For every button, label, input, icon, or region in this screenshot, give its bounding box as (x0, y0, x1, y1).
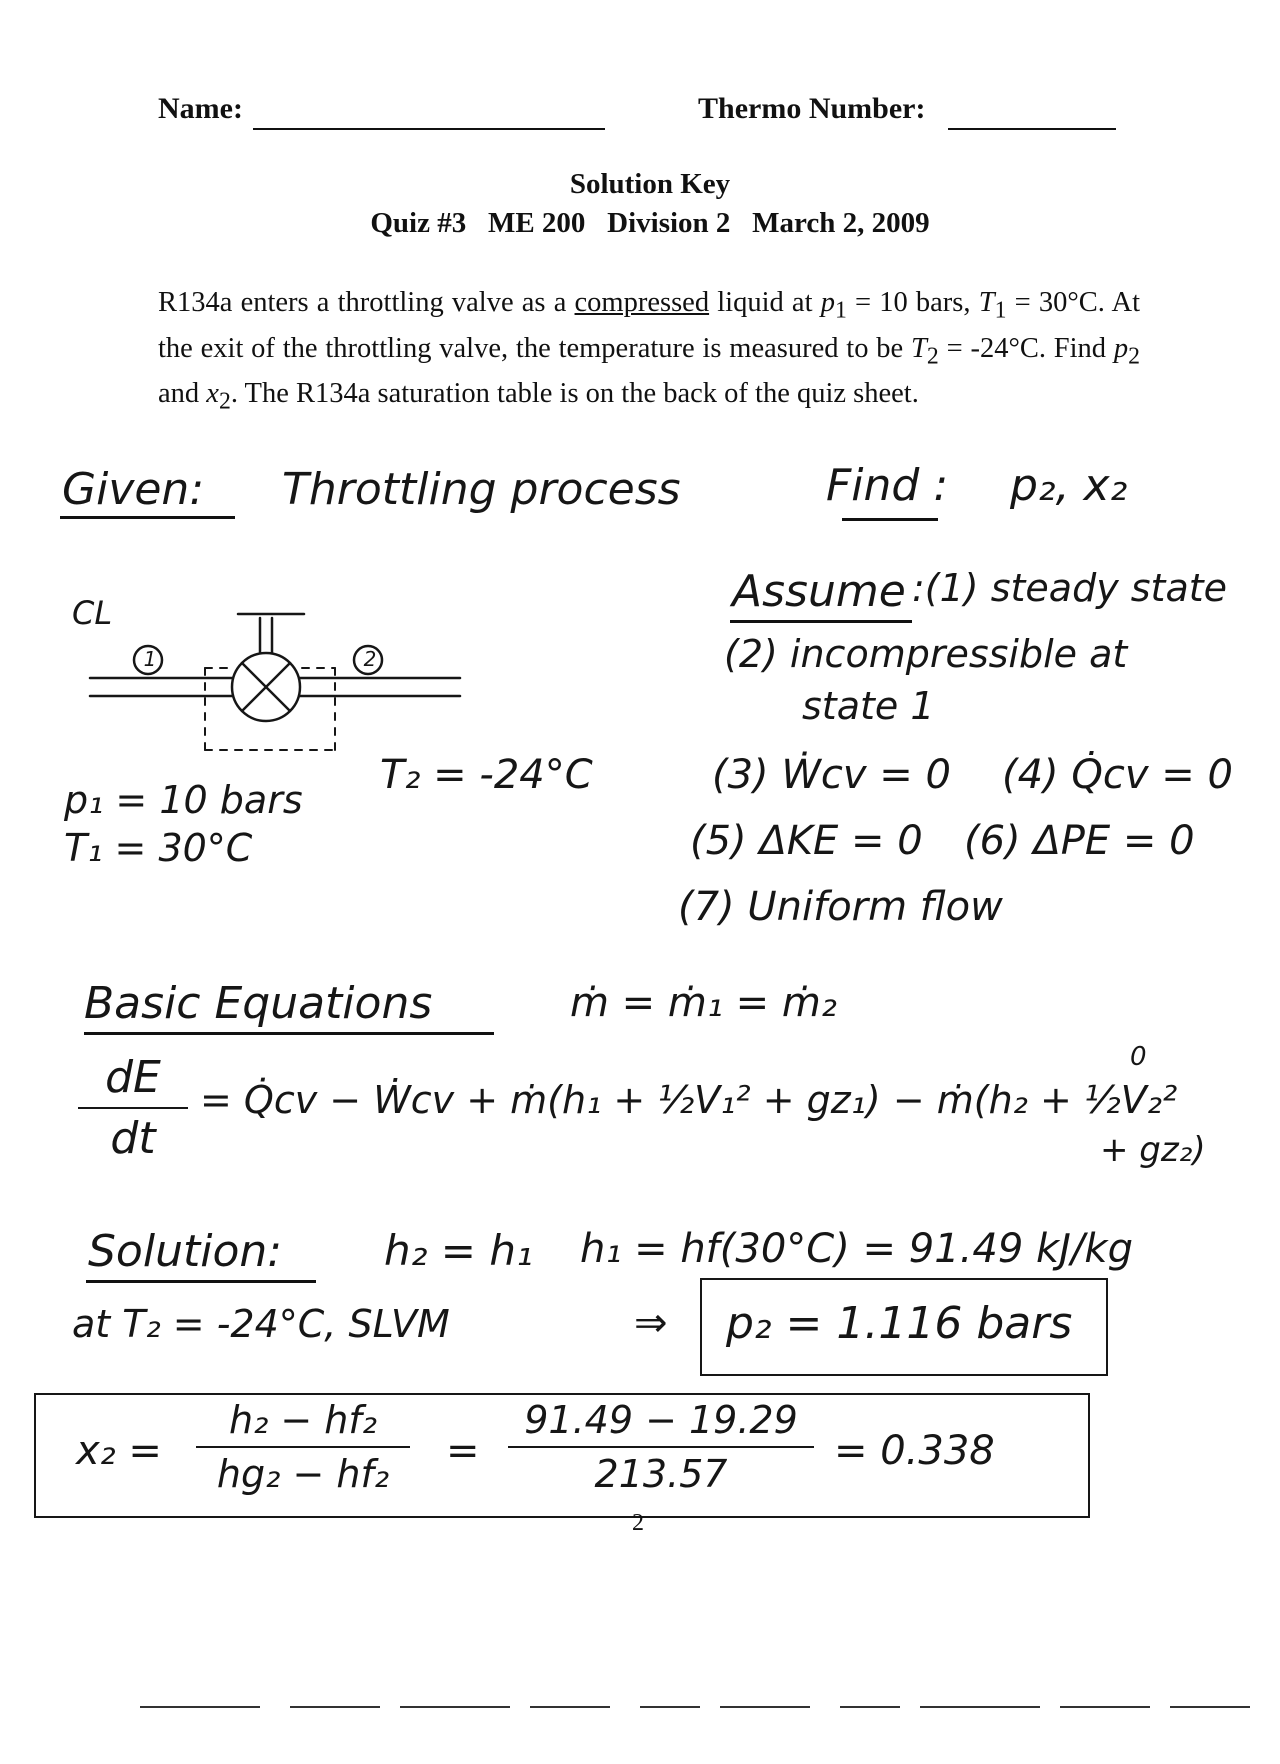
given-text: Throttling process (282, 464, 681, 515)
energy-equation: = Q̇cv − Ẇcv + ṁ(h₁ + ½V₁² + gz₁) − ṁ(h₂ + ½V₂² (200, 1078, 1178, 1122)
name-blank-line (253, 128, 605, 130)
control-volume-label: CL (72, 594, 113, 632)
basic-equations-underline (84, 1032, 494, 1035)
assume-underline (730, 620, 912, 623)
quality-formula: h₂ − hf₂ hg₂ − hf₂ (196, 1398, 410, 1496)
x2-label: x₂ = (76, 1428, 162, 1474)
find-label: Find : (826, 460, 949, 511)
state-2-label: 2 (363, 647, 377, 671)
assume-label: Assume (732, 566, 906, 617)
quality-substitution: 91.49 − 19.29 213.57 (508, 1398, 814, 1496)
t1-value: T₁ = 30°C (64, 826, 253, 870)
assumption-4: (4) Q̇cv = 0 (1002, 752, 1233, 798)
scan-artifact-line (640, 1706, 700, 1708)
scan-artifact-line (530, 1706, 610, 1708)
scan-artifact-line (1060, 1706, 1150, 1708)
underlined-word: compressed (574, 287, 710, 318)
scan-artifact-line (920, 1706, 1040, 1708)
p1-value: p₁ = 10 bars (64, 778, 303, 822)
basic-equations-label: Basic Equations (84, 978, 433, 1029)
given-label: Given: (62, 464, 205, 515)
assumption-2-cont: state 1 (802, 684, 935, 728)
assumption-2: (2) incompressible at (724, 632, 1128, 676)
problem-statement: R134a enters a throttling valve as a compressed liquid at $p_1 = 10$ bars, $T_1 = 30^\circ C$. At the exit of the throttling valve, the temperature is measured to be $T_2 = -24^\circ C$. Find $p_2$ and $x_2$. The R134a saturation table is on the back of the quiz sheet. (158, 287, 1141, 416)
name-label: Name: (158, 92, 243, 125)
scan-artifact-line (720, 1706, 810, 1708)
equals-sign: = (446, 1428, 480, 1474)
thermo-number-blank-line (948, 128, 1116, 130)
page-number: 2 (632, 1510, 644, 1536)
energy-lhs-fraction: dE dt (78, 1052, 188, 1164)
p2-result: p₂ = 1.116 bars (726, 1298, 1073, 1349)
state-2-lookup: at T₂ = -24°C, SLVM (72, 1302, 450, 1346)
solution-label: Solution: (88, 1226, 283, 1277)
energy-zero-marker: 0 (1130, 1042, 1147, 1072)
state-1-label: 1 (143, 647, 157, 671)
mass-balance: ṁ = ṁ₁ = ṁ₂ (570, 980, 837, 1026)
enthalpy-equality: h₂ = h₁ (384, 1226, 533, 1275)
t2-value: T₂ = -24°C (380, 752, 593, 798)
thermo-number-label: Thermo Number: (698, 92, 926, 125)
scan-artifact-line (840, 1706, 900, 1708)
given-underline (60, 516, 235, 519)
assumption-3: (3) Ẇcv = 0 (712, 752, 951, 798)
scan-artifact-line (290, 1706, 380, 1708)
scan-artifact-line (140, 1706, 260, 1708)
assumption-1: :(1) steady state (912, 566, 1228, 610)
energy-equation-cont: + gz₂) (1100, 1130, 1206, 1170)
scan-artifact-line (1170, 1706, 1250, 1708)
title-line-2: Quiz #3 ME 200 Division 2 March 2, 2009 (370, 207, 930, 239)
h1-value: h₁ = hf(30°C) = 91.49 kJ/kg (580, 1226, 1133, 1272)
title-line-1: Solution Key (569, 168, 731, 200)
x2-result: = 0.338 (834, 1428, 995, 1474)
find-text: p₂, x₂ (1010, 460, 1128, 511)
assumption-5: (5) ΔKE = 0 (690, 818, 923, 864)
implies-arrow: ⇒ (634, 1300, 668, 1346)
throttling-valve-diagram (70, 596, 470, 776)
solution-underline (86, 1280, 316, 1283)
assumption-7: (7) Uniform flow (678, 884, 1003, 930)
find-underline (842, 518, 938, 521)
assumption-6: (6) ΔPE = 0 (964, 818, 1195, 864)
scan-artifact-line (400, 1706, 510, 1708)
